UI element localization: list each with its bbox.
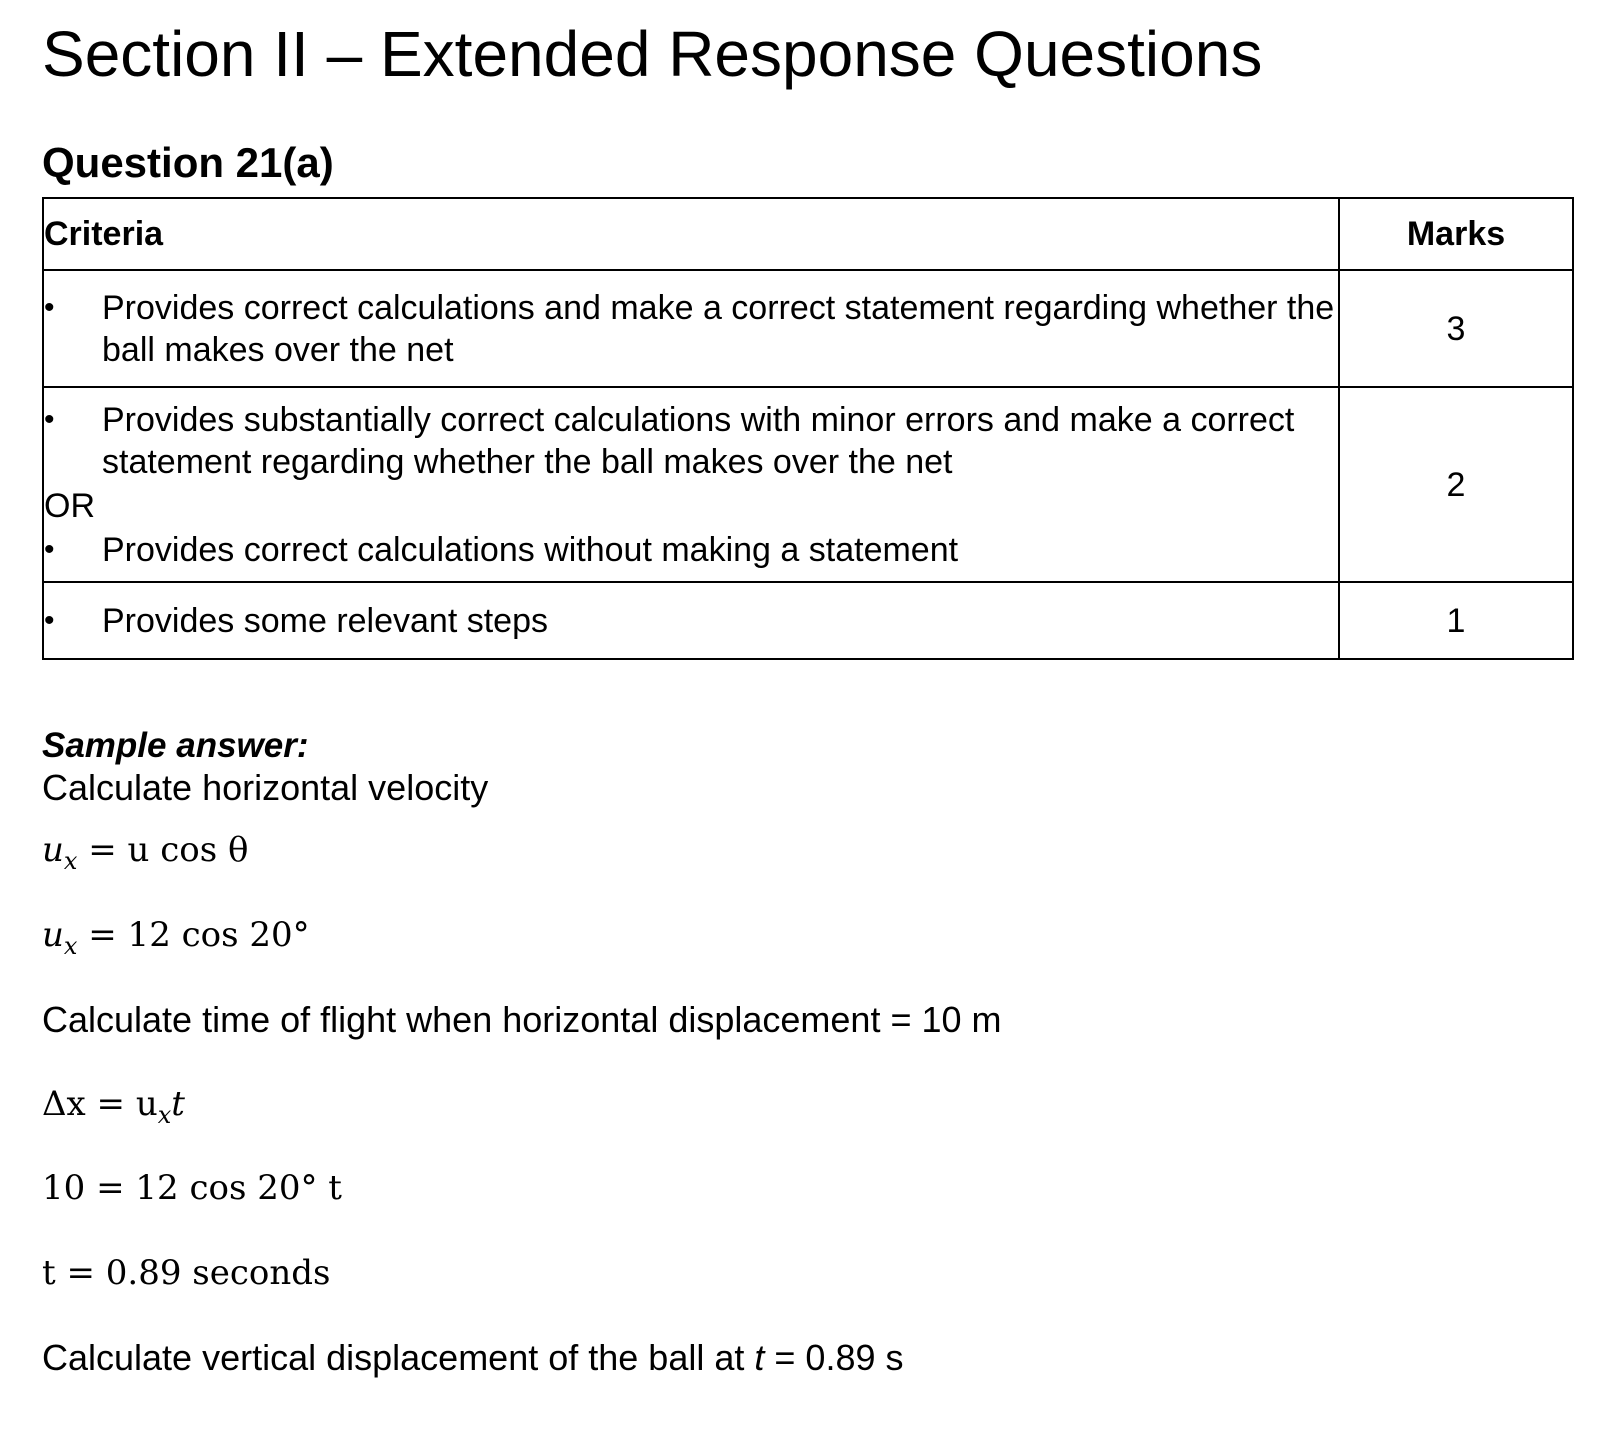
equation-subscript: x: [63, 931, 78, 960]
marks-header: Marks: [1339, 198, 1573, 270]
equation-ux-definition: [42, 828, 249, 883]
criterion-text: Provides substantially correct calculations with minor errors and make a correct statement regarding whether the ball makes over the net: [102, 400, 1295, 481]
question-title: Question 21(a): [42, 139, 334, 186]
step-vertical-displacement: [42, 1336, 904, 1380]
equation-ux-value: [42, 913, 310, 968]
bullet-icon: •: [44, 402, 55, 436]
criterion-item: [44, 287, 1338, 371]
equation-subscript: x: [63, 846, 78, 875]
step-text: Calculate vertical displacement of the ball at: [42, 1337, 755, 1378]
step-text-end: = 0.89 s: [764, 1337, 904, 1378]
equation-lhs: u: [42, 830, 64, 870]
equation-lhs: Δx = u: [42, 1084, 158, 1124]
equation-rhs: = u cos θ: [88, 830, 249, 870]
criteria-cell: [43, 270, 1339, 387]
equation-time-result: t = 0.89 seconds: [42, 1253, 331, 1293]
or-label: OR: [44, 486, 95, 525]
equation-subscript: x: [157, 1100, 172, 1129]
step-time-of-flight: Calculate time of flight when horizontal displacement = 10 m: [42, 999, 1002, 1040]
step-horizontal-velocity: Calculate horizontal velocity: [42, 767, 489, 808]
bullet-icon: •: [44, 532, 55, 566]
criterion-text: Provides some relevant steps: [102, 601, 548, 640]
marking-criteria-table: [42, 197, 1574, 660]
equation-lhs: u: [42, 915, 64, 955]
equation-substitution: 10 = 12 cos 20° t: [42, 1168, 342, 1208]
step-variable: t: [754, 1337, 765, 1378]
criteria-cell: [43, 387, 1339, 582]
marks-cell: 3: [1339, 270, 1573, 387]
table-row: [43, 582, 1573, 659]
equation-rhs: = 12 cos 20°: [88, 915, 310, 955]
table-row: [43, 270, 1573, 387]
criterion-item: [44, 529, 1338, 571]
table-row: [43, 387, 1573, 582]
criterion-text: Provides correct calculations and make a correct statement regarding whether the ball makes over the net: [102, 288, 1335, 369]
criteria-header: Criteria: [43, 198, 1339, 270]
criterion-text: Provides correct calculations without making a statement: [102, 530, 959, 569]
section-title: Section II – Extended Response Questions: [42, 18, 1263, 90]
criteria-cell: [43, 582, 1339, 659]
sample-answer-label: Sample answer:: [42, 726, 309, 765]
bullet-icon: •: [44, 603, 55, 637]
criterion-item: [44, 399, 1338, 483]
bullet-icon: •: [44, 290, 55, 324]
equation-displacement: [42, 1082, 185, 1137]
table-header-row: [43, 198, 1573, 270]
marks-cell: 1: [1339, 582, 1573, 659]
criterion-item: [44, 600, 1338, 642]
marks-cell: 2: [1339, 387, 1573, 582]
equation-rhs: t: [171, 1084, 185, 1124]
